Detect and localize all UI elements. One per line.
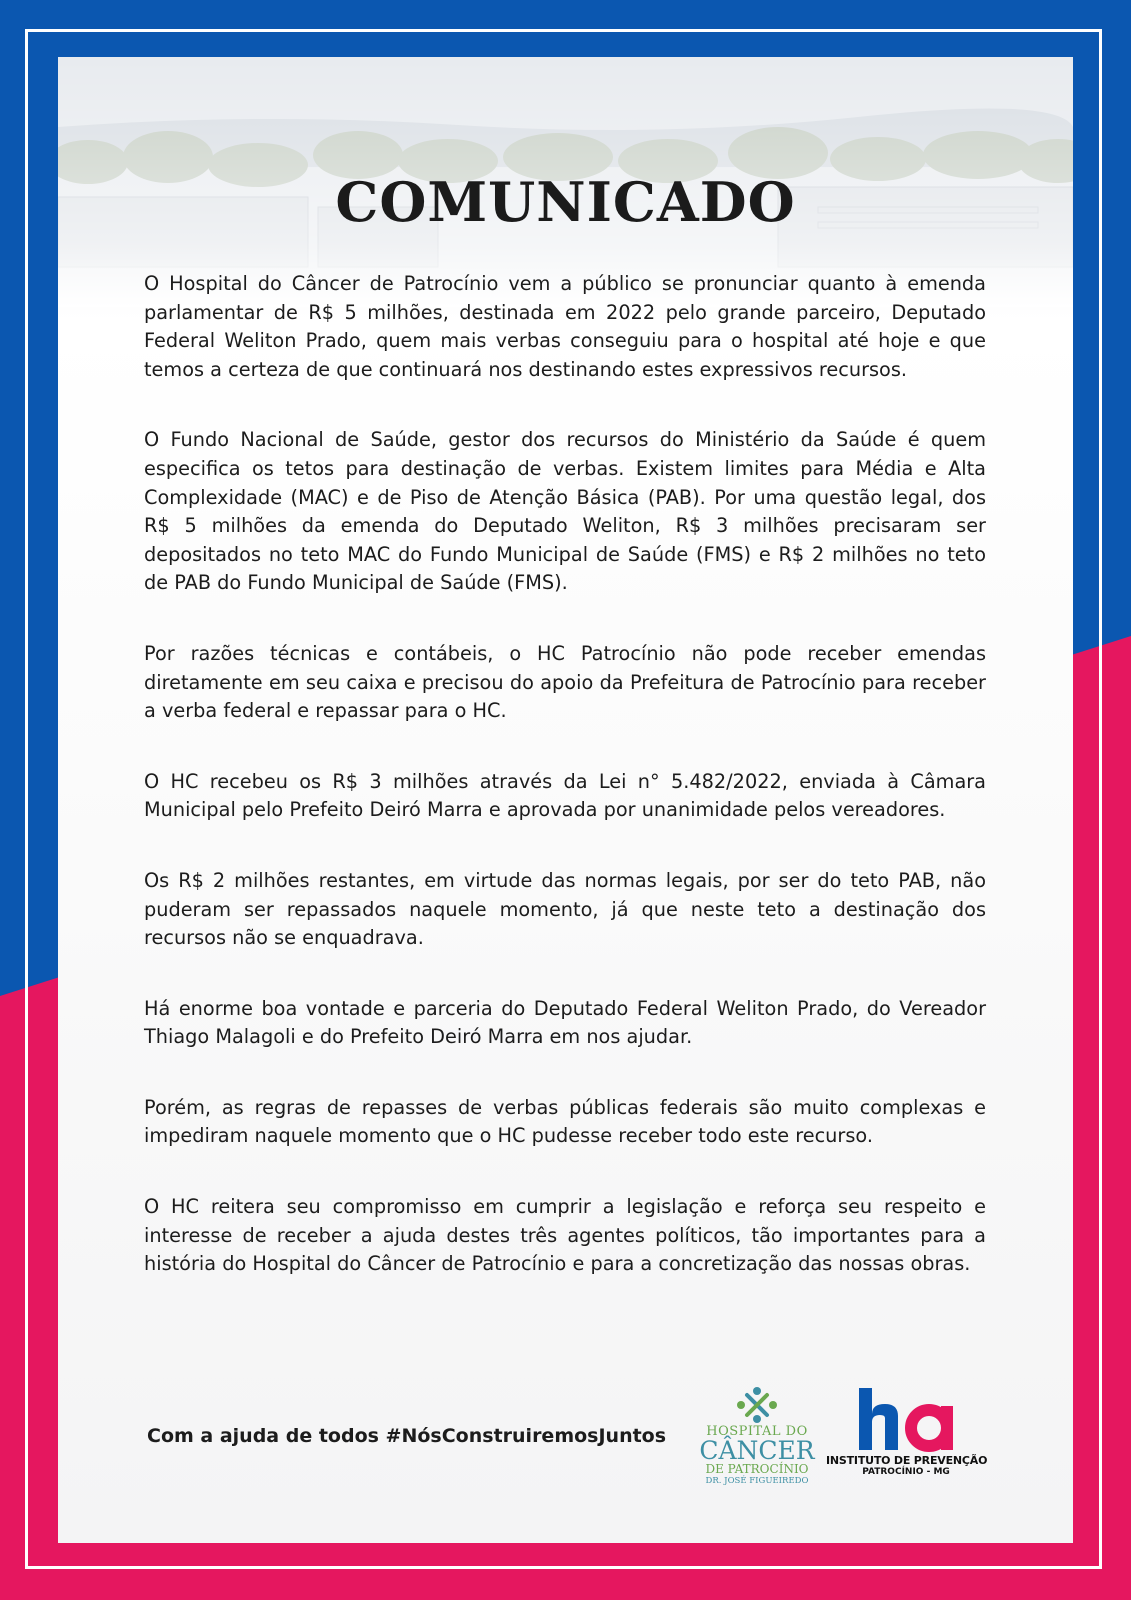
ha-mark-icon [851, 1388, 961, 1454]
hospital-logo-line3: DE PATROCÍNIO [705, 1462, 809, 1476]
instituto-logo-line1: INSTITUTO DE PREVENÇÃO [826, 1454, 988, 1467]
hospital-logo-line1: HOSPITAL DO [706, 1424, 808, 1439]
instituto-prevencao-logo [826, 1388, 986, 1477]
paragraph: Há enorme boa vontade e parceria do Deputado Federal Weliton Prado, do Vereador Thiago Malagoli e do Prefeito Deiró Marra em nos ajudar. [144, 996, 986, 1049]
paragraph: O Fundo Nacional de Saúde, gestor dos recursos do Ministério da Saúde é quem especifica os tetos para destinação de verbas. Existem limites para Média e Alta Complexidade (MAC) e de Piso de Atenção Básica (PAB). Por uma questão legal, dos R$ 5 milhões da emenda do Deputado Weliton, R$ 3 milhões precisaram ser depositados no teto MAC do Fundo Municipal de Saúde (FMS) e R$ 2 milhões no teto de PAB do Fundo Municipal de Saúde (FMS). [144, 428, 986, 595]
announcement-body [144, 270, 986, 1321]
page-title: COMUNICADO [335, 170, 796, 234]
hospital-logo-line4: DR. JOSÉ FIGUEIREDO [705, 1476, 809, 1486]
paragraph: O HC reitera seu compromisso em cumprir a legislação e reforça seu respeito e interesse de receber a ajuda destes três agentes políticos, tão importantes para a história do Hospital do Câncer de Patrocínio e para a concretização das nossas obras. [144, 1195, 986, 1276]
instituto-logo-line2: PATROCÍNIO - MG [862, 1467, 950, 1477]
hospital-emblem-icon [735, 1385, 779, 1425]
hospital-cancer-logo [694, 1385, 820, 1487]
campaign-tagline: Com a ajuda de todos #NósConstruiremosJuntos [147, 1425, 667, 1447]
paragraph: Por razões técnicas e contábeis, o HC Patrocínio não pode receber emendas diretamente em seu caixa e precisou do apoio da Prefeitura de Patrocínio para receber a verba federal e repassar para o HC. [144, 641, 986, 723]
paragraph: O HC recebeu os R$ 3 milhões através da Lei n° 5.482/2022, enviada à Câmara Municipal pelo Prefeito Deiró Marra e aprovada por unanimidade pelos vereadores. [144, 769, 986, 822]
paragraph: Os R$ 2 milhões restantes, em virtude das normas legais, por ser do teto PAB, não puderam ser repassados naquele momento, já que neste teto a destinação dos recursos não se enquadrava. [144, 868, 986, 950]
paragraph: Porém, as regras de repasses de verbas públicas federais são muito complexas e impediram naquele momento que o HC pudesse receber todo este recurso. [144, 1095, 986, 1148]
hospital-logo-line2: CÂNCER [699, 1436, 815, 1465]
paragraph: O Hospital do Câncer de Patrocínio vem a público se pronunciar quanto à emenda parlamentar de R$ 5 milhões, destinada em 2022 pelo grande parceiro, Deputado Federal Weliton Prado, quem mais verbas conseguiu para o hospital até hoje e que temos a certeza de que continuará nos destinando estes expressivos recursos. [144, 272, 986, 381]
